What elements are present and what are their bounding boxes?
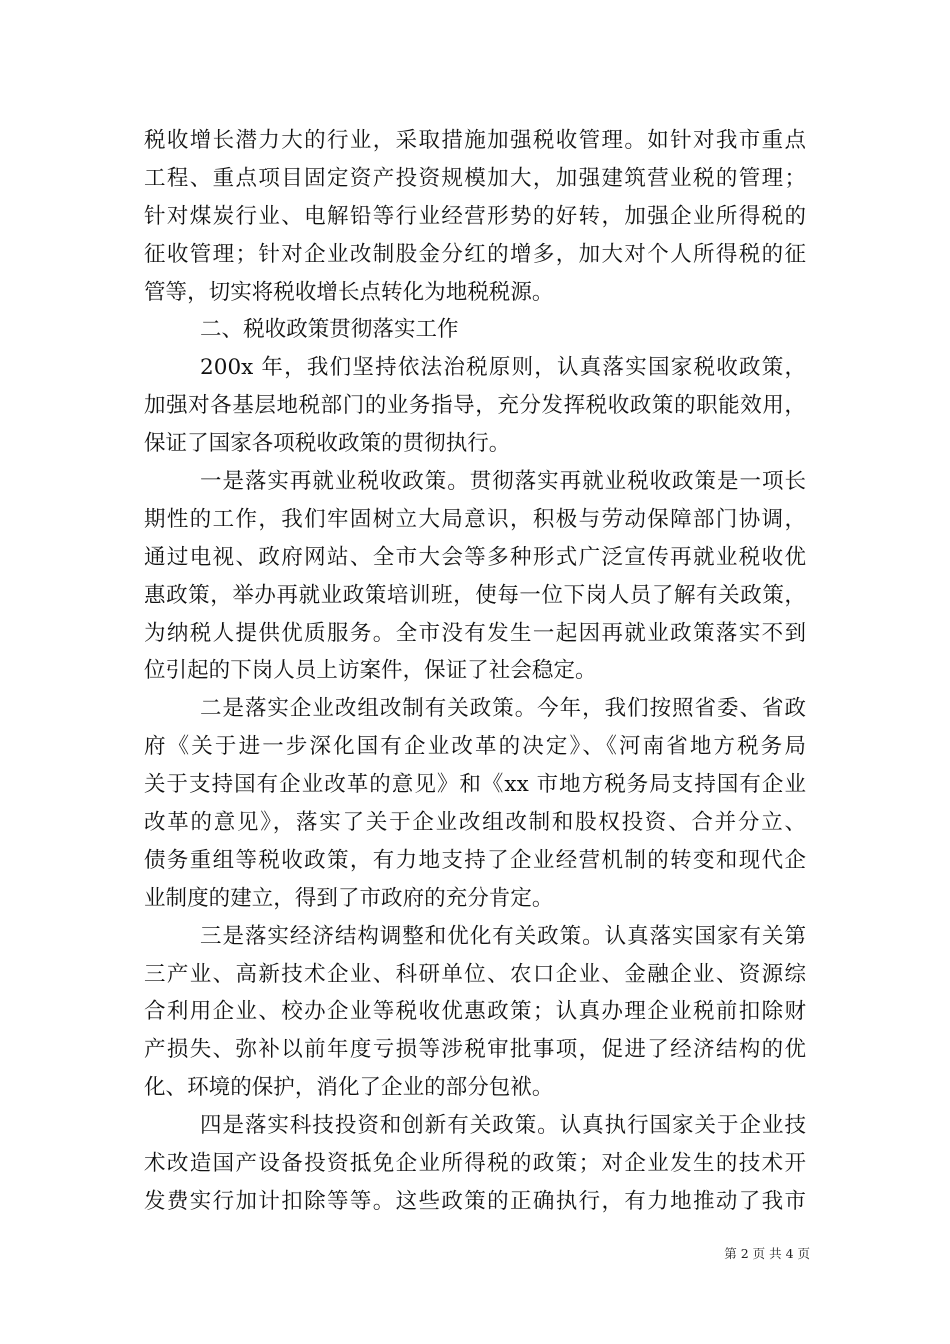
- text-line: 200x 年，我们坚持依法治税原则，认真落实国家税收政策，: [200, 355, 806, 381]
- text-line: 改革的意见》，落实了关于企业改组改制和股权投资、合并分立、: [144, 810, 806, 836]
- text-line: 工程、重点项目固定资产投资规模加大，加强建筑营业税的管理；: [144, 165, 806, 191]
- text-line: 府《关于进一步深化国有企业改革的决定》、《河南省地方税务局: [144, 734, 806, 760]
- text-line: 业制度的建立，得到了市政府的充分肯定。: [144, 885, 554, 911]
- text-line: 惠政策，举办再就业政策培训班，使每一位下岗人员了解有关政策，: [144, 582, 806, 608]
- text-line: 税收增长潜力大的行业，采取措施加强税收管理。如针对我市重点: [144, 128, 806, 153]
- text-line: 针对煤炭行业、电解铅等行业经营形势的好转，加强企业所得税的: [144, 203, 806, 229]
- text-line: 合利用企业、校办企业等税收优惠政策；认真办理企业税前扣除财: [144, 999, 806, 1025]
- text-line: 债务重组等税收政策，有力地支持了企业经营机制的转变和现代企: [144, 847, 806, 873]
- text-line: 征收管理；针对企业改制股金分红的增多，加大对个人所得税的征: [144, 241, 806, 267]
- text-line: 加强对各基层地税部门的业务指导，充分发挥税收政策的职能效用，: [144, 393, 806, 419]
- text-line: 二是落实企业改组改制有关政策。今年，我们按照省委、省政: [200, 696, 806, 722]
- text-line: 关于支持国有企业改革的意见》和《xx 市地方税务局支持国有企业: [144, 772, 806, 798]
- text-line: 三产业、高新技术企业、科研单位、农口企业、金融企业、资源综: [144, 961, 806, 987]
- text-line: 三是落实经济结构调整和优化有关政策。认真落实国家有关第: [200, 923, 806, 949]
- text-line: 为纳税人提供优质服务。全市没有发生一起因再就业政策落实不到: [144, 620, 806, 646]
- text-line: 产损失、弥补以前年度亏损等涉税审批事项，促进了经济结构的优: [144, 1037, 806, 1063]
- text-line: 通过电视、政府网站、全市大会等多种形式广泛宣传再就业税收优: [144, 544, 806, 570]
- text-line: 一是落实再就业税收政策。贯彻落实再就业税收政策是一项长: [200, 469, 806, 495]
- text-line: 四是落实科技投资和创新有关政策。认真执行国家关于企业技: [200, 1113, 806, 1139]
- text-line: 化、环境的保护，消化了企业的部分包袱。: [144, 1075, 554, 1101]
- text-line: 管等，切实将税收增长点转化为地税税源。: [144, 279, 554, 305]
- page-number-footer: 第 2 页 共 4 页: [724, 1246, 810, 1261]
- section-heading: 二、税收政策贯彻落实工作: [200, 317, 459, 343]
- text-line: 发费实行加计扣除等等。这些政策的正确执行，有力地推动了我市: [144, 1188, 806, 1214]
- text-line: 期性的工作，我们牢固树立大局意识，积极与劳动保障部门协调，: [144, 506, 806, 532]
- document-body: [144, 122, 806, 1221]
- text-line: 术改造国产设备投资抵免企业所得税的政策；对企业发生的技术开: [144, 1151, 806, 1177]
- text-line: 保证了国家各项税收政策的贯彻执行。: [144, 431, 511, 457]
- text-line: 位引起的下岗人员上访案件，保证了社会稳定。: [144, 658, 597, 684]
